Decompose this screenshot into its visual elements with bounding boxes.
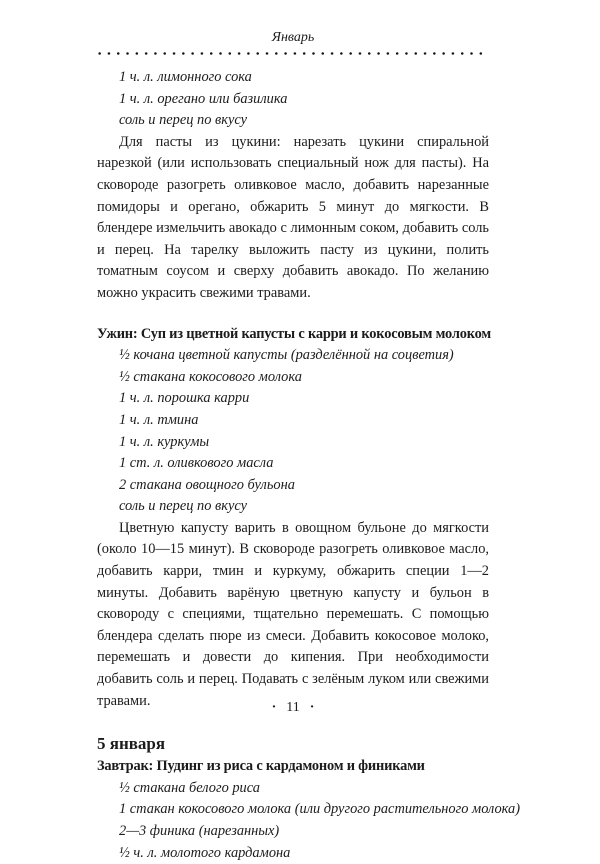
ingredient-line: ½ стакана кокосового молока [119, 368, 302, 385]
ingredient-line: ½ кочана цветной капусты (разделённой на соцветия) [119, 347, 454, 364]
ingredient-line: ½ ч. л. молотого кардамона [119, 844, 291, 861]
instructions-paragraph: Цветную капусту варить в овощном бульоне до мягкости (около 10—15 минут). В сковороде разогреть оливковое масло, добавить карри, тмин и куркуму, обжарить специи 1—2 минуты. Добавить варёную цветную капусту и бульон в сковороду с специями, тщательно перемешать. С помощью блендера сделать пюре из смеси. Добавить кокосовое молоко, перемешать и довести до кипения. При необходимости добавить соль и перец. Подавать с зелёным луком или свежими травами. [97, 519, 489, 709]
day-heading: 5 января [97, 734, 166, 754]
page-folio [97, 700, 489, 716]
ingredient-line: 1 стакан кокосового молока (или другого растительного молока) [119, 801, 521, 818]
continued-recipe [97, 67, 489, 305]
instructions-paragraph: Для пасты из цукини: нарезать цукини спиральной нарезкой (или использовать специальный нож для пасты). На сковороде разогреть оливковое масло, добавить нарезанные помидоры и орегано, обжарить 5 минут до мягкости. В блендере измельчить авокадо с лимонным соком, добавить соль и перец. На тарелку выложить пасту из цукини, полить томатным соусом и сверху добавить авокадо. По желанию можно украсить свежими травами. [97, 133, 489, 301]
ingredient-line: 2—3 финика (нарезанных) [119, 823, 280, 839]
ingredient-line: соль и перец по вкусу [119, 498, 248, 515]
page-content [97, 67, 521, 864]
folio-bullet-right: · [309, 700, 315, 715]
ingredient-line: 1 ч. л. лимонного сока [119, 69, 252, 85]
ingredient-line: 2 стакана овощного бульона [119, 476, 295, 493]
spacer [97, 305, 489, 324]
page-number: 11 [286, 700, 300, 715]
dinner-recipe [97, 324, 489, 713]
folio-bullet-left: · [271, 700, 277, 715]
ingredient-line: ½ стакана белого риса [119, 779, 260, 796]
ingredient-line: 1 ч. л. куркумы [119, 433, 210, 450]
ingredient-line: 1 ч. л. тмина [119, 411, 199, 428]
recipe-title: Ужин: Суп из цветной капусты с карри и кокосовым молоком [97, 325, 491, 342]
ingredient-line: 1 ч. л. орегано или базилика [119, 90, 288, 107]
ingredient-line: 1 ст. л. оливкового масла [119, 455, 274, 472]
running-head: Январь [271, 30, 315, 45]
ingredient-line: соль и перец по вкусу [119, 112, 248, 129]
dotted-divider [95, 52, 487, 55]
ingredient-line: 1 ч. л. порошка карри [119, 390, 250, 407]
day-section [97, 732, 521, 864]
recipe-title: Завтрак: Пудинг из риса с кардамоном и финиками [97, 758, 425, 775]
